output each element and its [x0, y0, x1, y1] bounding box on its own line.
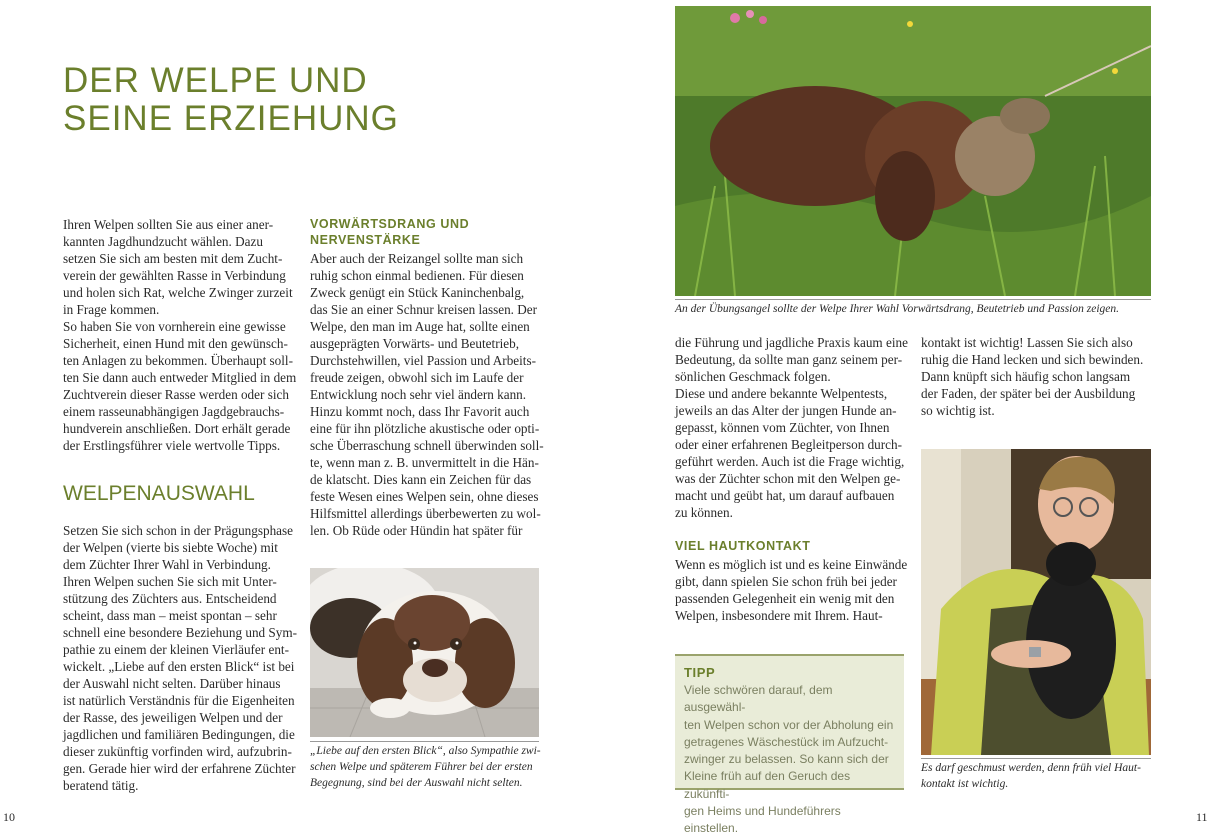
- vorwaertsdrang-text: [310, 250, 545, 539]
- text-line: Entwicklung noch sehr viel ändern kann.: [310, 387, 527, 402]
- man-puppy-photo: [921, 449, 1151, 755]
- text-line: der Auswahl nicht selten. Darüber hinaus: [63, 676, 281, 691]
- text-line: beratend tätig.: [63, 778, 139, 793]
- puppy-illustration: [310, 568, 539, 737]
- text-line: in Frage kommen.: [63, 302, 160, 317]
- tip-line: zwinger zu belassen. So kann sich der: [684, 752, 889, 767]
- page-title-line-2: SEINE ERZIEHUNG: [63, 99, 399, 138]
- text-line: das Sie an einer Schnur kreisen lassen. Der: [310, 302, 538, 317]
- puppy-photo: [310, 568, 539, 737]
- text-line: Hilfsmittel allerdings überbewerten zu wol-: [310, 506, 541, 521]
- tip-line: Viele schwören darauf, dem ausgewähl-: [684, 683, 833, 715]
- text-line: Welpen, insbesondere mit Ihrem. Haut-: [675, 608, 883, 623]
- text-line: sche Überraschung schnell überwinden soll-: [310, 438, 544, 453]
- text-line: ten Anlagen zu bekommen. Überhaupt soll-: [63, 353, 293, 368]
- tip-line: Kleine früh auf den Geruch des zukünfti-: [684, 769, 851, 801]
- text-line: Bedeutung, da sollte man ganz seinem per-: [675, 352, 903, 367]
- caption-line: Es darf geschmust werden, denn früh viel Haut-: [921, 762, 1141, 774]
- text-line: eine für ihn plötzliche akustische oder opti-: [310, 421, 540, 436]
- text-line: Zweck genügt ein Stück Kaninchenbalg,: [310, 285, 525, 300]
- text-line: pathie zu einem der kleinen Vierläufer ent-: [63, 642, 289, 657]
- text-line: macht und geübt hat, um darauf aufbauen: [675, 488, 895, 503]
- text-line: ausgeprägten Vorwärts- und Beutetrieb,: [310, 336, 519, 351]
- text-line: hundverein anschließen. Dort erhält gerade: [63, 421, 291, 436]
- text-line: kannten Jagdhundzucht wählen. Dazu: [63, 234, 263, 249]
- page-title: [63, 62, 463, 138]
- text-line: Aber auch der Reizangel sollte man sich: [310, 251, 524, 266]
- text-line: kontakt ist wichtig! Lassen Sie sich also: [921, 335, 1133, 350]
- text-line: Ihren Welpen suchen Sie sich mit Unter-: [63, 574, 277, 589]
- text-line: Sicherheit, einen Hund mit den gewünsch-: [63, 336, 288, 351]
- tip-line: getragenes Wäschestück im Aufzucht-: [684, 734, 889, 749]
- text-line: Setzen Sie sich schon in der Prägungsphase: [63, 523, 294, 538]
- text-line: stützung des Züchters aus. Entscheidend: [63, 591, 277, 606]
- dog-grass-photo: [675, 6, 1151, 296]
- col4-text: [921, 334, 1156, 419]
- man-photo-caption: [921, 760, 1156, 792]
- caption-line: schen Welpe und späterem Führer bei der ersten: [310, 761, 533, 773]
- tip-body: [684, 682, 895, 838]
- grass-photo-caption: An der Übungsangel sollte der Welpe Ihrer Wahl Vorwärtsdrang, Beutetrieb und Passion zeigen.: [675, 303, 1119, 315]
- intro-text: [63, 216, 298, 454]
- text-line: so wichtig ist.: [921, 403, 995, 418]
- page-number-right: 11: [1196, 810, 1208, 824]
- welpenauswahl-text: [63, 522, 298, 794]
- text-line: jeweils an das Alter der jungen Hunde an-: [675, 403, 897, 418]
- text-line: ruhig schon einmal bedienen. Für diesen: [310, 268, 524, 283]
- heading-line: VORWÄRTSDRANG UND: [310, 217, 470, 231]
- dog-grass-illustration: [675, 6, 1151, 296]
- vorwaertsdrang-heading: [310, 216, 469, 248]
- caption-line: „Liebe auf den ersten Blick“, also Sympathie zwi-: [310, 745, 541, 757]
- heading-line: NERVENSTÄRKE: [310, 233, 421, 247]
- text-line: verein der gewählten Rasse in Verbindung: [63, 268, 286, 283]
- text-line: dieser zukünftig vorfinden wird, aufzubrin-: [63, 744, 292, 759]
- text-line: Wenn es möglich ist und es keine Einwände: [675, 557, 908, 572]
- text-line: was der Züchter schon mit den Welpen ge-: [675, 471, 901, 486]
- tip-title: TIPP: [684, 665, 716, 680]
- text-line: Dann knüpft sich häufig schon langsam: [921, 369, 1131, 384]
- page-number-left: 10: [3, 810, 15, 824]
- caption-line: Begegnung, sind bei der Auswahl nicht selten.: [310, 777, 523, 789]
- text-line: der Faden, der später bei der Ausbildung: [921, 386, 1136, 401]
- tip-line: ten Welpen schon vor der Abholung ein: [684, 717, 894, 732]
- text-line: und holen sich Rat, welche Zwinger zurzeit: [63, 285, 293, 300]
- tip-box: [675, 654, 904, 836]
- text-line: der Erstlingsführer viele wertvolle Tipps.: [63, 438, 281, 453]
- text-line: jagdlichen und familiären Bedingungen, die: [63, 727, 295, 742]
- text-line: oder einer erfahrenen Begleitperson durch-: [675, 437, 903, 452]
- text-line: der Welpen (vierte bis siebte Woche) mit: [63, 540, 278, 555]
- text-line: ten Sie dann auch entweder Mitglied in dem: [63, 370, 297, 385]
- text-line: dem Züchter Ihrer Wahl in Verbindung.: [63, 557, 271, 572]
- caption-rule: [675, 299, 1151, 300]
- text-line: Welpe, den man im Auge hat, sollte einen: [310, 319, 530, 334]
- text-line: te, wenn man z. B. unvermittelt in die Hän-: [310, 455, 539, 470]
- text-line: len. Ob Rüde oder Hündin hat später für: [310, 523, 523, 538]
- puppy-caption: [310, 743, 545, 791]
- text-line: passenden Gelegenheit ein wenig mit den: [675, 591, 895, 606]
- man-puppy-illustration: [921, 449, 1151, 755]
- welpenauswahl-heading: WELPENAUSWAHL: [63, 482, 255, 505]
- text-line: schnell eine besondere Beziehung und Sym-: [63, 625, 298, 640]
- text-line: die Führung und jagdliche Praxis kaum eine: [675, 335, 908, 350]
- text-line: wickelt. „Liebe auf den ersten Blick“ ist bei: [63, 659, 295, 674]
- tip-line: gen Heims und Hundeführers einstellen.: [684, 804, 841, 836]
- page-title-line-1: DER WELPE UND: [63, 61, 368, 100]
- caption-line: kontakt ist wichtig.: [921, 778, 1009, 790]
- text-line: scheint, dass man – meist spontan – sehr: [63, 608, 277, 623]
- text-line: Hinzu kommt noch, dass Ihr Favorit auch: [310, 404, 530, 419]
- text-line: der Rasse, des jeweiligen Welpen und der: [63, 710, 283, 725]
- caption-rule: [310, 741, 539, 742]
- text-line: So haben Sie von vornherein eine gewisse: [63, 319, 286, 334]
- text-line: Durchstehwillen, viel Passion und Arbeits-: [310, 353, 536, 368]
- text-line: Zuchtverein dieser Rasse werden oder sich: [63, 387, 289, 402]
- text-line: gepasst, können vom Züchter, von Ihnen: [675, 420, 890, 435]
- hautkontakt-heading: VIEL HAUTKONTAKT: [675, 539, 811, 553]
- text-line: zu können.: [675, 505, 733, 520]
- text-line: ist natürlich Verständnis für die Eigenheiten: [63, 693, 295, 708]
- caption-rule: [921, 758, 1151, 759]
- text-line: feste Wesen eines Welpen sein, ohne dieses: [310, 489, 539, 504]
- text-line: freude zeigen, obwohl sich im Laufe der: [310, 370, 524, 385]
- text-line: ruhig die Hand lecken und sich bewinden.: [921, 352, 1144, 367]
- text-line: Diese und andere bekannte Welpentests,: [675, 386, 888, 401]
- hautkontakt-text: [675, 556, 910, 624]
- text-line: de klatscht. Dies kann ein Zeichen für das: [310, 472, 532, 487]
- text-line: setzen Sie sich am besten mit dem Zucht-: [63, 251, 283, 266]
- text-line: einem rasseunabhängigen Jagdgebrauchs-: [63, 404, 285, 419]
- text-line: geführt werden. Auch ist die Frage wichtig,: [675, 454, 905, 469]
- text-line: Ihren Welpen sollten Sie aus einer aner-: [63, 217, 274, 232]
- text-line: sönlichen Geschmack folgen.: [675, 369, 831, 384]
- text-line: gen. Gerade hier wird der erfahrene Züchter: [63, 761, 296, 776]
- col3-text: [675, 334, 910, 521]
- text-line: gibt, dann spielen Sie schon früh bei jeder: [675, 574, 897, 589]
